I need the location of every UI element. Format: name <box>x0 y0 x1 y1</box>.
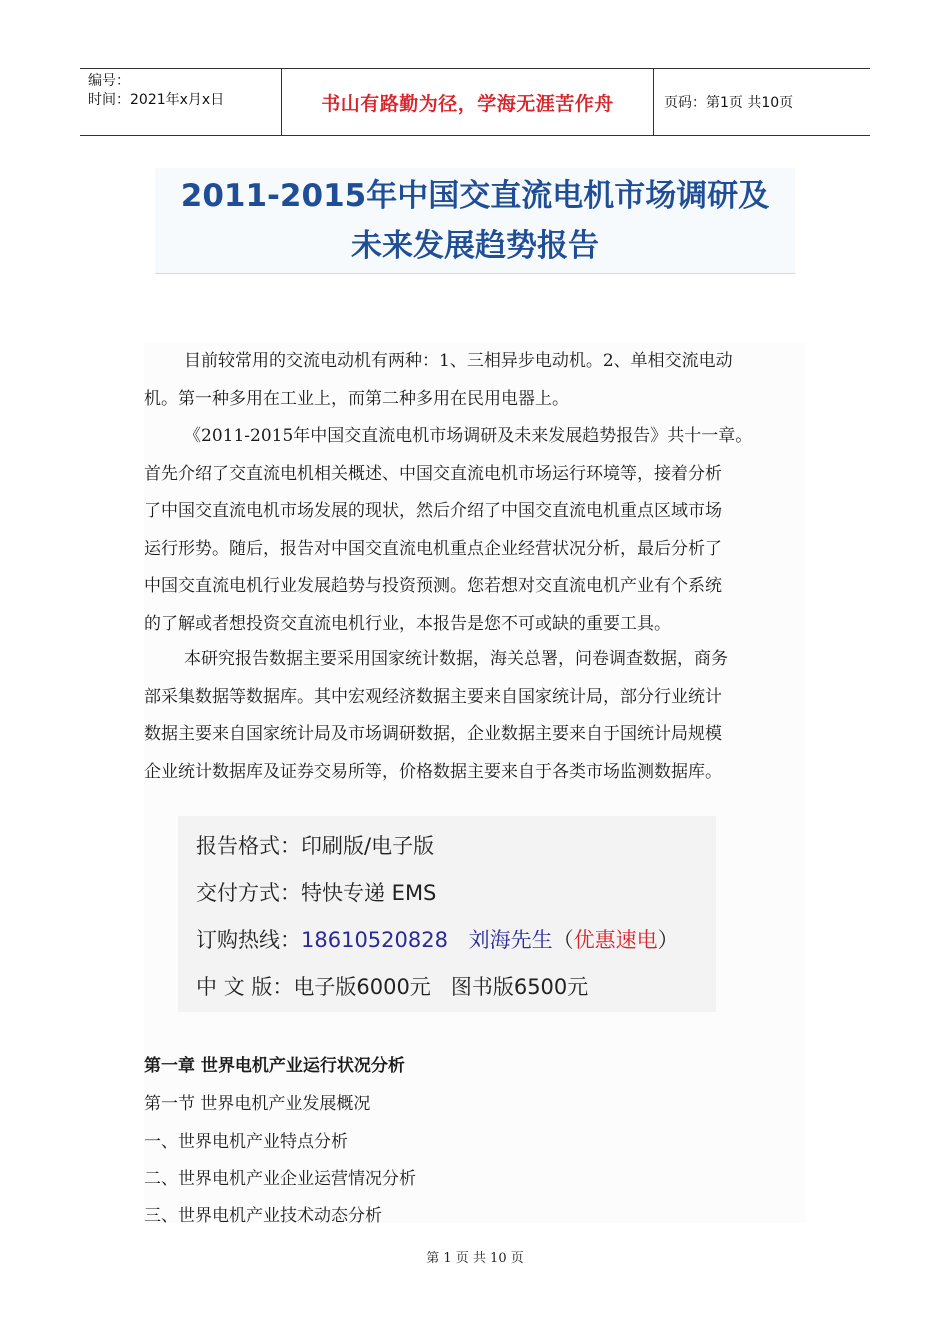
hotline-contact: 刘海先生 <box>468 928 553 952</box>
toc-item: 二、世界电机产业企业运营情况分析 <box>144 1169 416 1189</box>
motto-text: 书山有路勤为径，学海无涯苦作舟 <box>321 92 614 115</box>
page-info: 页码：第1页 共10页 <box>664 95 794 111</box>
price-label: 中 文 版： <box>196 975 294 999</box>
intro-paragraph-1 <box>144 343 806 418</box>
paragraph-line: 目前较常用的交流电动机有两种：1、三相异步电动机。2、单相交流电动 <box>184 351 733 371</box>
document-header <box>80 68 870 136</box>
order-info-box <box>178 816 716 1012</box>
price-row <box>196 971 588 1001</box>
paragraph-line: 本研究报告数据主要采用国家统计数据，海关总署，问卷调查数据，商务 <box>184 649 728 669</box>
header-meta-cell <box>80 69 282 135</box>
paren-close: ） <box>657 928 679 952</box>
paragraph-line: 首先介绍了交直流电机相关概述、中国交直流电机市场运行环境等，接着分析 <box>144 463 722 484</box>
header-motto-cell <box>282 69 654 135</box>
page-footer: 第 1 页 共 10 页 <box>426 1251 524 1266</box>
toc-item: 一、世界电机产业特点分析 <box>144 1132 348 1152</box>
report-title <box>155 168 795 274</box>
hotline-label: 订购热线： <box>196 928 301 952</box>
paragraph-line: 了中国交直流电机市场发展的现状，然后介绍了中国交直流电机重点区域市场 <box>144 501 722 521</box>
hotline-phone[interactable]: 18610520828 <box>301 928 448 952</box>
paragraph-line: 企业统计数据库及证券交易所等，价格数据主要来自于各类市场监测数据库。 <box>144 761 722 782</box>
paragraph-line: 机。第一种多用在工业上，而第二种多用在民用电器上。 <box>144 388 569 409</box>
paragraph-line: 的了解或者想投资交直流电机行业，本报告是您不可或缺的重要工具。 <box>144 613 671 634</box>
chapter-heading: 第一章 世界电机产业运行状况分析 <box>144 1056 405 1076</box>
time-label: 时间：2021年x月x日 <box>88 92 225 108</box>
number-label: 编号： <box>88 73 130 89</box>
delivery-value: 特快专递 EMS <box>301 881 437 905</box>
format-row <box>196 830 434 860</box>
toc-item: 三、世界电机产业技术动态分析 <box>144 1206 382 1226</box>
format-label: 报告格式： <box>196 834 301 858</box>
paragraph-line: 部采集数据等数据库。其中宏观经济数据主要来自国家统计局，部分行业统计 <box>144 686 722 707</box>
section-heading: 第一节 世界电机产业发展概况 <box>144 1094 371 1114</box>
hotline-row <box>196 924 679 954</box>
delivery-label: 交付方式： <box>196 881 301 905</box>
delivery-row <box>196 877 436 907</box>
paren-open: （ <box>552 928 574 952</box>
paragraph-line: 运行形势。随后，报告对中国交直流电机重点企业经营状况分析，最后分析了 <box>144 538 722 559</box>
paragraph-line: 数据主要来自国家统计局及市场调研数据，企业数据主要来自于国统计局规模 <box>144 724 722 744</box>
title-line-1: 2011-2015年中国交直流电机市场调研及 <box>180 178 770 214</box>
price-value: 电子版6000元 图书版6500元 <box>293 975 589 999</box>
header-page-cell <box>654 69 870 135</box>
hotline-note: 优惠速电 <box>573 928 658 952</box>
title-line-2: 未来发展趋势报告 <box>351 228 599 264</box>
paragraph-line: 《2011-2015年中国交直流电机市场调研及未来发展趋势报告》共十一章。 <box>184 426 753 446</box>
format-value: 印刷版/电子版 <box>301 834 435 858</box>
intro-paragraph-2 <box>144 418 806 643</box>
paragraph-line: 中国交直流电机行业发展趋势与投资预测。您若想对交直流电机产业有个系统 <box>144 576 722 596</box>
intro-paragraph-3 <box>144 641 806 791</box>
